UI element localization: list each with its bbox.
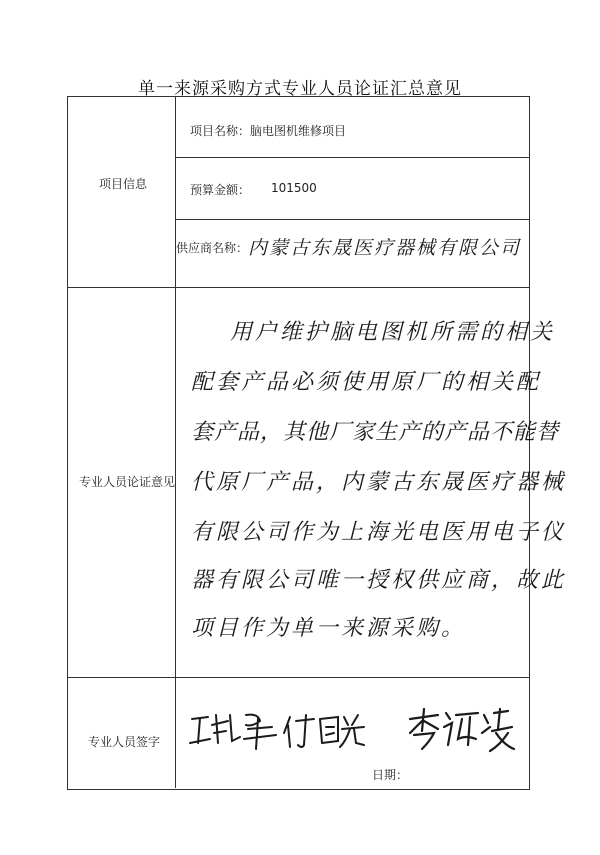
document-title: 单一来源采购方式专业人员论证汇总意见 xyxy=(138,79,462,99)
opinion-line: 用户维护脑电图机所需的相关 xyxy=(230,320,556,345)
project-name-label: 项目名称： xyxy=(190,124,251,138)
project-info-label: 项目信息 xyxy=(99,177,148,191)
signature-wang xyxy=(188,709,280,753)
column-divider xyxy=(175,97,176,788)
budget-value: 101500 xyxy=(271,181,317,195)
signature-fu xyxy=(282,709,366,753)
row-divider-budget-supplier xyxy=(175,219,529,220)
signature-label: 专业人员签字 xyxy=(88,735,161,749)
opinion-line: 配套产品必须使用原厂的相关配 xyxy=(191,370,542,395)
supplier-label: 供应商名称： xyxy=(176,241,249,255)
row-divider-info-opinion xyxy=(68,287,529,288)
supplier-name-handwritten: 内蒙古东晟医疗器械有限公司 xyxy=(248,237,522,259)
opinion-label: 专业人员论证意见 xyxy=(79,475,176,489)
project-name-value: 脑电图机维修项目 xyxy=(250,124,347,138)
opinion-line: 项目作为单一来源采购。 xyxy=(191,616,467,641)
budget-label: 预算金额： xyxy=(190,183,251,197)
opinion-line: 代原厂产品，内蒙古东晟医疗器械 xyxy=(191,470,567,495)
opinion-line: 套产品，其他厂家生产的产品不能替 xyxy=(191,420,560,445)
form-table xyxy=(67,96,567,790)
opinion-line: 器有限公司唯一授权供应商，故此 xyxy=(191,568,567,593)
opinion-line: 有限公司作为上海光电医用电子仪 xyxy=(191,520,567,545)
date-label: 日期： xyxy=(372,768,409,782)
signature-li xyxy=(404,705,516,755)
row-divider-project-budget xyxy=(175,157,529,158)
row-divider-opinion-signature xyxy=(68,677,529,678)
